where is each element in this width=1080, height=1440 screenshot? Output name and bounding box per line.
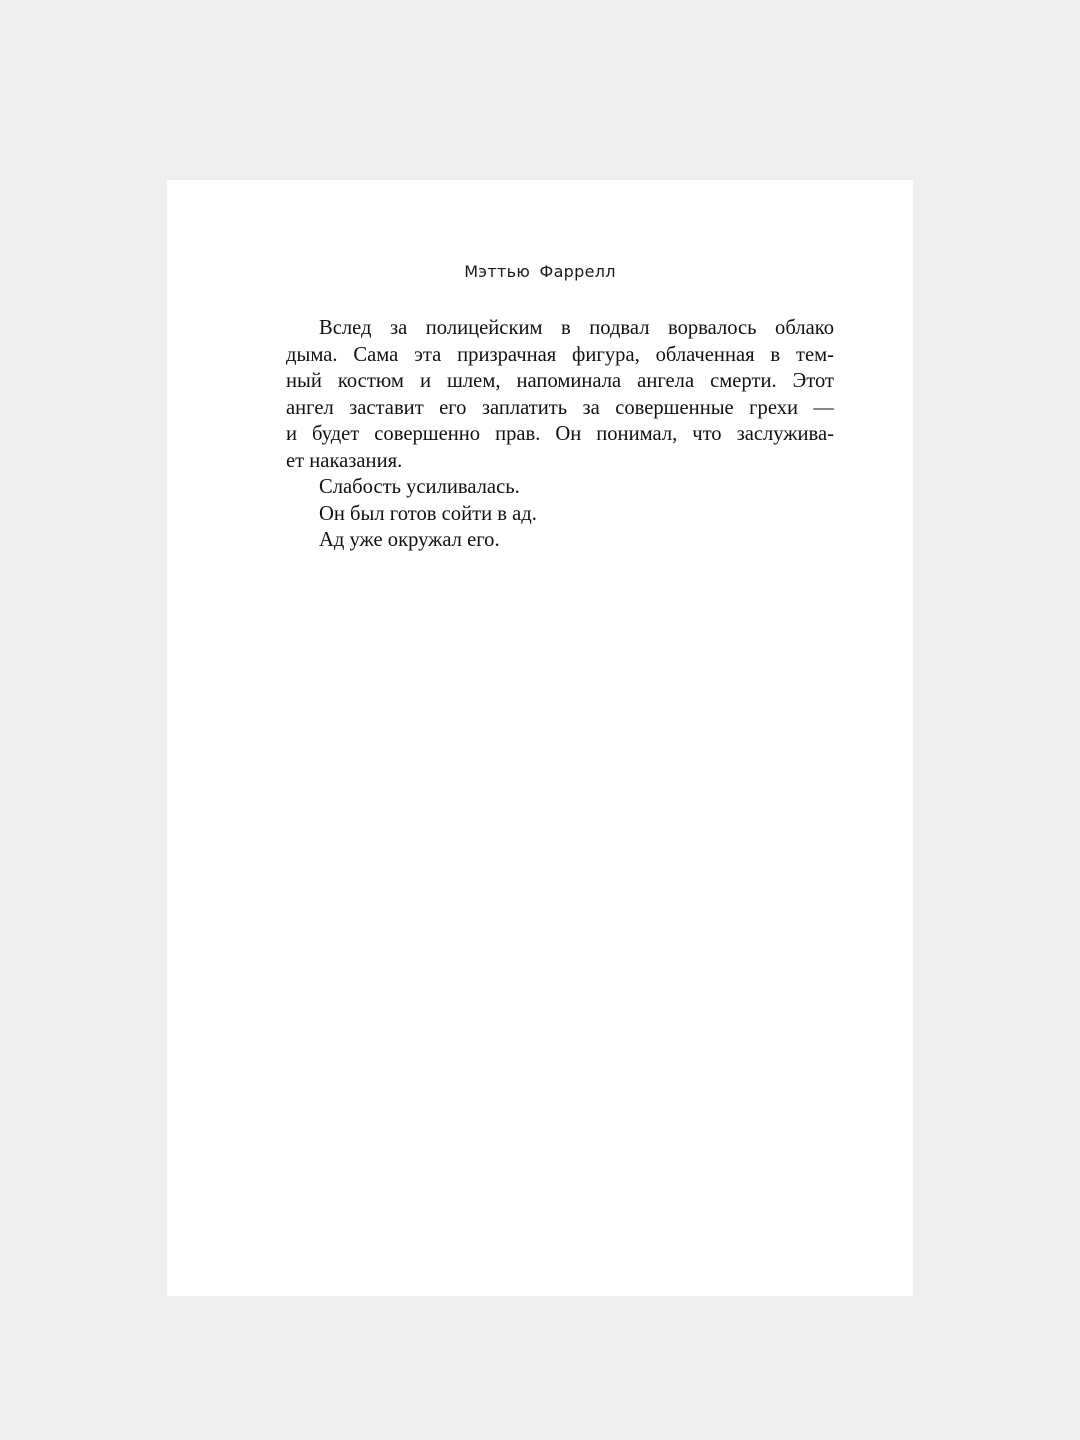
text-line: ет наказания. — [286, 449, 403, 472]
text-line: Он был готов сойти в ад. — [319, 502, 537, 525]
text-line: Ад уже окружал его. — [319, 529, 500, 551]
text-line: ный костюм и шлем, напоминала ангела смерти. Этот — [286, 370, 834, 392]
body-text — [286, 315, 834, 554]
book-page — [167, 180, 913, 1296]
text-line: Слабость усиливалась. — [319, 476, 520, 498]
text-line: дыма. Сама эта призрачная фигура, облаченная в тем- — [286, 343, 834, 366]
running-head-author: Мэттью Фаррелл — [464, 262, 616, 281]
text-line: Вслед за полицейским в подвал ворвалось облако — [319, 317, 834, 339]
text-line: ангел заставит его заплатить за совершенные грехи — — [286, 396, 834, 419]
text-line: и будет совершенно прав. Он понимал, что заслужива- — [286, 423, 834, 445]
